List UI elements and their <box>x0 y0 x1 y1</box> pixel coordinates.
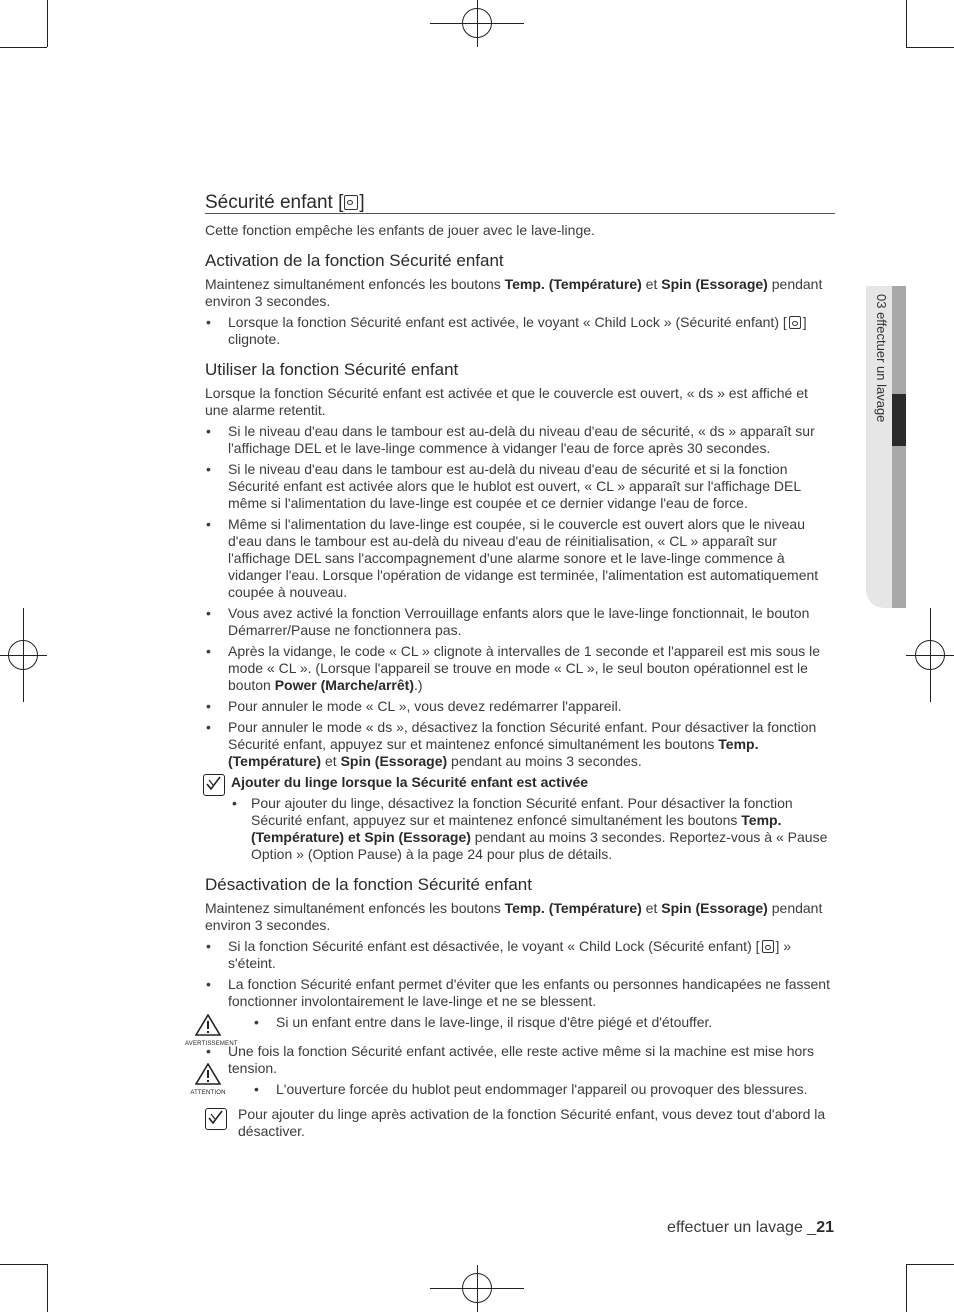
note-text: Pour ajouter du linge après activation de la fonction Sécurité enfant, vous devez tout d'abord la désactiver. <box>238 1106 826 1139</box>
page-footer: effectuer un lavage _21 <box>667 1219 834 1236</box>
registration-circle <box>8 640 38 670</box>
list-item: • Lorsque la fonction Sécurité enfant est activée, le voyant « Child Lock » (Sécurité enfant) [ ] clignote. <box>205 314 835 348</box>
list-item: • Après la vidange, le code « CL » clignote à intervalles de 1 seconde et l'appareil est mis sous le mode « CL ». (Lorsque l'appareil se trouve en mode « CL », le seul bouton opérationnel est le bouton Power (Marche/arrêt).) <box>205 643 835 694</box>
attention-block <box>190 1081 835 1098</box>
list-item: • Pour ajouter du linge, désactivez la fonction Sécurité enfant. Pour désactiver la fonction Sécurité enfant, appuyez sur et maintenez enfoncé simultanément les boutons Temp. (Température) et Spin (Essorage) pendant au moins 3 secondes. Reportez-vous à « Pause Option » (Option Pause) à la page 24 pour plus de détails. <box>231 795 835 863</box>
crop-mark <box>47 0 48 47</box>
note-list <box>231 795 835 863</box>
activation-list <box>205 314 835 348</box>
warning-block <box>185 1014 835 1047</box>
list-item: • Si un enfant entre dans le lave-linge, il risque d'être piégé et d'étouffer. <box>253 1014 835 1031</box>
deactivation-paragraph: Maintenez simultanément enfoncés les boutons Temp. (Température) et Spin (Essorage) pendant environ 3 secondes. <box>205 900 823 933</box>
list-item: • Si le niveau d'eau dans le tambour est au-delà du niveau d'eau de sécurité, « ds » apparaît sur l'affichage DEL et le lave-linge commence à vidanger l'eau de force après 30 secondes. <box>205 423 835 457</box>
registration-circle <box>462 1273 492 1303</box>
deactivation-list <box>205 938 835 1010</box>
chapter-tab-bar <box>892 286 906 608</box>
child-lock-icon <box>344 195 358 210</box>
attention-label: ATTENTION <box>190 1090 226 1096</box>
registration-circle <box>915 640 945 670</box>
list-item: • Une fois la fonction Sécurité enfant activée, elle reste active même si la machine est mise hors tension. <box>205 1043 835 1077</box>
child-lock-icon <box>762 940 774 953</box>
list-item: • Si le niveau d'eau dans le tambour est au-delà du niveau d'eau de sécurité et si la fonction Sécurité enfant est activée alors que le hublot est ouvert, « CL » apparaît sur l'affichage DEL même si l'alimentation du lave-linge est coupée et ce dernier vidange l'eau de force. <box>205 461 835 512</box>
use-list <box>205 423 835 770</box>
deactivation-heading: Désactivation de la fonction Sécurité enfant <box>205 875 532 894</box>
deactivation-list-2 <box>205 1043 835 1077</box>
page-number: 21 <box>816 1219 834 1236</box>
list-item: • Pour annuler le mode « CL », vous devez redémarrer l'appareil. <box>205 698 835 715</box>
section-intro: Cette fonction empêche les enfants de jouer avec le lave-linge. <box>205 222 595 238</box>
list-item: • Vous avez activé la fonction Verrouillage enfants alors que le lave-linge fonctionnait, le bouton Démarrer/Pause ne fonctionnera pas. <box>205 605 835 639</box>
attention-icon <box>185 1063 231 1102</box>
use-heading: Utiliser la fonction Sécurité enfant <box>205 360 459 379</box>
registration-circle <box>462 8 492 38</box>
warning-label: AVERTISSEMENT <box>185 1041 238 1047</box>
crop-mark <box>906 1264 954 1265</box>
section-title: Sécurité enfant [ ] <box>205 194 835 214</box>
crop-mark <box>906 0 907 47</box>
list-item: • La fonction Sécurité enfant permet d'éviter que les enfants ou personnes handicapées ne fassent fonctionner involontairement le lave-linge et ne se blessent. <box>205 976 835 1010</box>
page-content <box>185 192 835 1140</box>
activation-paragraph: Maintenez simultanément enfoncés les boutons Temp. (Température) et Spin (Essorage) pendant environ 3 secondes. <box>205 276 823 309</box>
list-item: • Si la fonction Sécurité enfant est désactivée, le voyant « Child Lock (Sécurité enfant) [ ] » s'éteint. <box>205 938 835 972</box>
warning-list <box>253 1014 835 1031</box>
crop-mark <box>0 47 47 48</box>
crop-mark <box>906 47 954 48</box>
list-item: • L'ouverture forcée du hublot peut endommager l'appareil ou provoquer des blessures. <box>253 1081 835 1098</box>
use-intro: Lorsque la fonction Sécurité enfant est activée et que le couvercle est ouvert, « ds » est affiché et une alarme retentit. <box>205 385 808 418</box>
chapter-tab-label: 03 effectuer un lavage <box>874 294 889 423</box>
list-item: • Pour annuler le mode « ds », désactivez la fonction Sécurité enfant. Pour désactiver la fonction Sécurité enfant, appuyez sur et maintenez enfoncé simultanément les boutons Temp. (Température) et Spin (Essorage) pendant au moins 3 secondes. <box>205 719 835 770</box>
attention-list <box>253 1081 835 1098</box>
crop-mark <box>47 1264 48 1312</box>
note-block <box>203 774 835 863</box>
list-item: • Même si l'alimentation du lave-linge est coupée, si le couvercle est ouvert alors que le niveau d'eau dans le tambour est au-delà du niveau d'eau de réinitialisation, « CL » apparaît sur l'affichage DEL sans l'accompagnement d'une alarme sonore et le lave-linge commence à vidanger l'eau. Lorsque l'opération de vidange est terminée, l'alimentation est automatiquement coupée à nouveau. <box>205 516 835 601</box>
activation-heading: Activation de la fonction Sécurité enfant <box>205 251 504 270</box>
note-block-2 <box>205 1106 835 1140</box>
chapter-tab-indicator <box>892 394 906 446</box>
note-title: Ajouter du linge lorsque la Sécurité enfant est activée <box>231 774 589 790</box>
note-icon <box>205 1108 227 1130</box>
child-lock-icon <box>789 316 801 329</box>
crop-mark <box>0 1264 47 1265</box>
note-icon <box>203 774 225 796</box>
crop-mark <box>906 1264 907 1312</box>
